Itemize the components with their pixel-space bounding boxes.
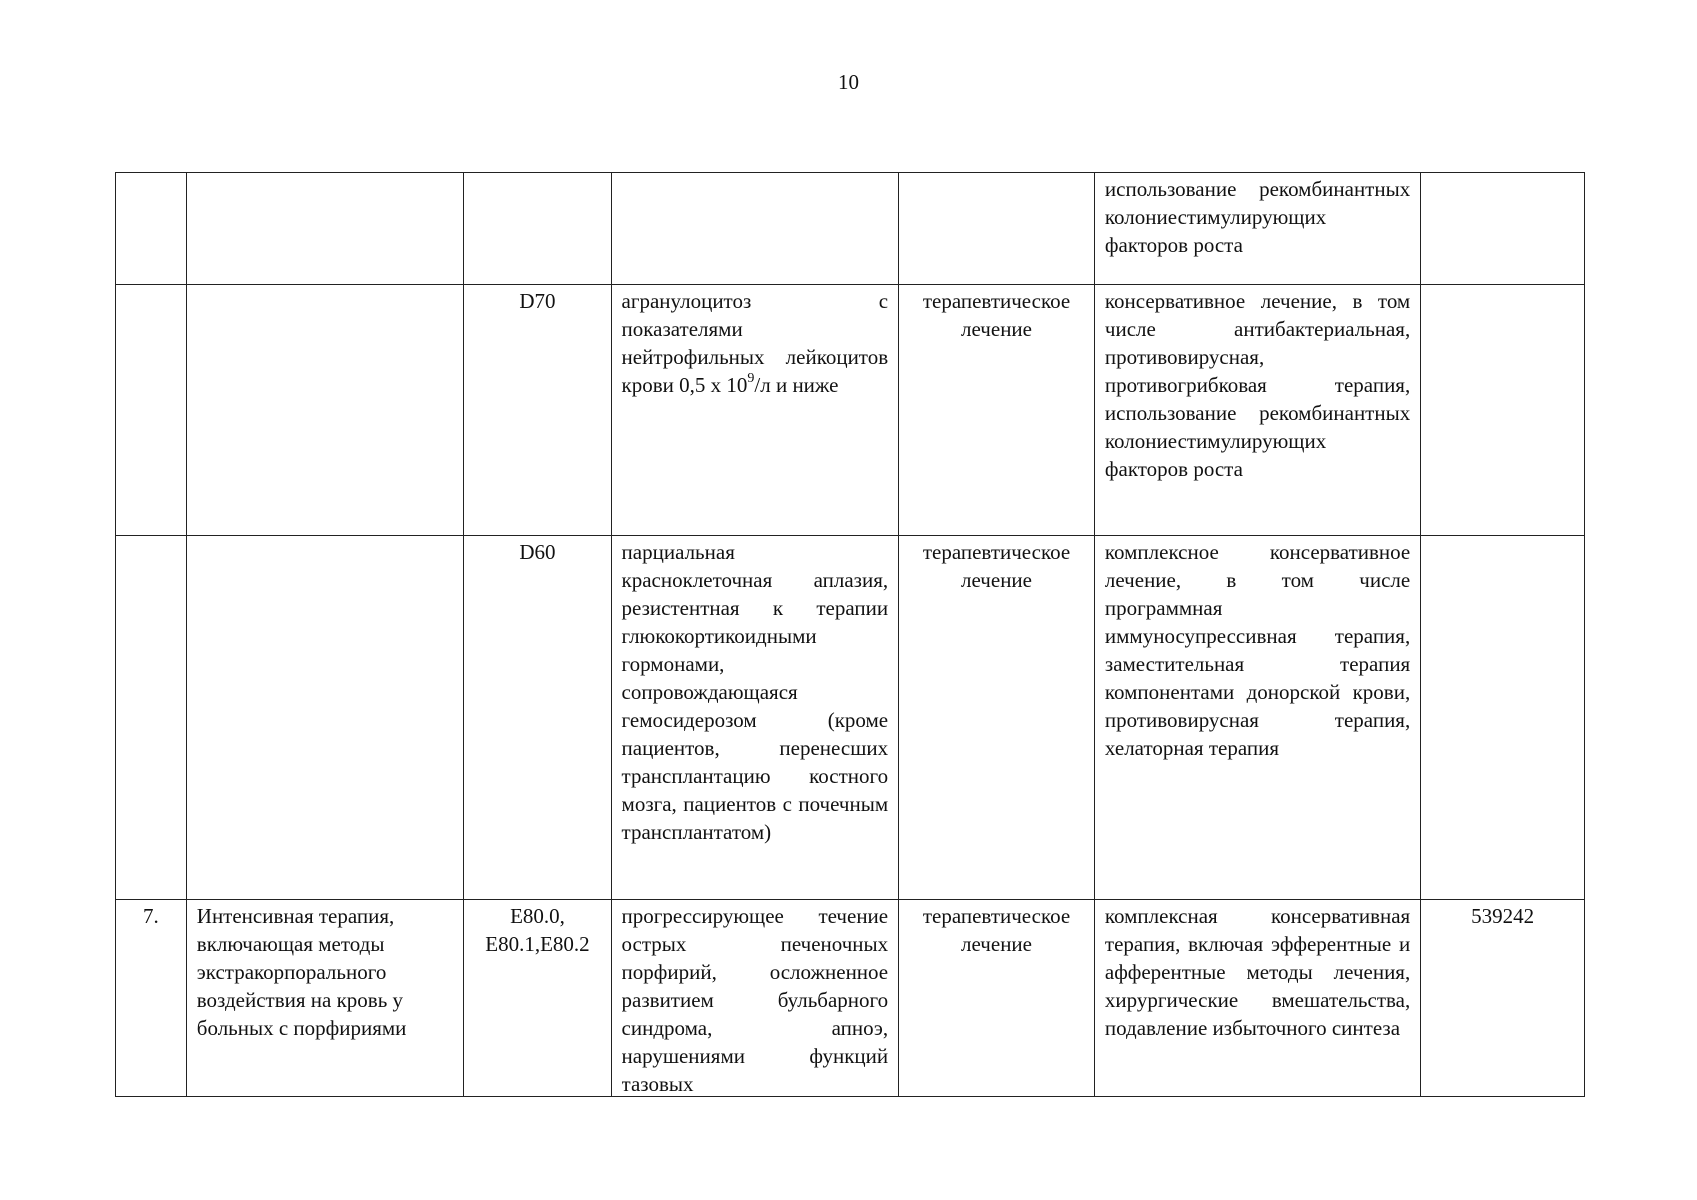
- cost-cell: [1421, 173, 1585, 285]
- patient-model-text: прогрессирующее течение острых печеночных порфирий, осложненное развитием бульбарного синдрома, апноэ, нарушениями функций тазовых: [621, 904, 889, 1096]
- table-row: [116, 285, 1585, 536]
- exponent: 9: [747, 371, 755, 386]
- treatment-method-cell: консервативное лечение, в том числе антибактериальная, противовирусная, противогрибковая терапия, использование рекомбинантных колониестимулирующих факторов роста: [1094, 285, 1420, 536]
- row-number-cell: [116, 173, 187, 285]
- treatment-name-cell: Интенсивная терапия, включающая методы экстракорпорального воздействия на кровь у больных с порфириями: [186, 900, 464, 1097]
- patient-model-cell: [611, 173, 899, 285]
- icd-code-cell: E80.0, E80.1,E80.2: [464, 900, 611, 1097]
- cost-cell: [1421, 536, 1585, 900]
- table-row: [116, 900, 1585, 1097]
- treatment-method-text: комплексная консервативная терапия, включая эфферентные и афферентные методы лечения, хирургические вмешательства, подавление избыточного синтеза: [1104, 904, 1411, 1040]
- treatment-type-cell: [899, 173, 1095, 285]
- treatment-method-cell: комплексное консервативное лечение, в том числе программная иммуносупрессивная терапия, заместительная терапия компонентами донорской крови, противовирусная терапия, хелаторная терапия: [1094, 536, 1420, 900]
- treatment-method-cell: [1094, 900, 1420, 1097]
- row-number-cell: [116, 536, 187, 900]
- icd-code-cell: D60: [464, 536, 611, 900]
- patient-model-cell: парциальная красноклеточная аплазия, резистентная к терапии глюкокортикоидными гормонами, сопровождающаяся гемосидерозом (кроме пациентов, перенесших трансплантацию костного мозга, пациентов с почечным трансплантатом): [611, 536, 899, 900]
- patient-model-cell: [611, 900, 899, 1097]
- treatment-type-cell: терапевтическое лечение: [899, 285, 1095, 536]
- cost-cell: [1421, 285, 1585, 536]
- table-row: [116, 173, 1585, 285]
- patient-model-cell: [611, 285, 899, 536]
- treatment-name-cell: [186, 173, 464, 285]
- table-row: [116, 536, 1585, 900]
- treatment-type-cell: терапевтическое лечение: [899, 900, 1095, 1097]
- patient-model-unit: /л и ниже: [754, 373, 839, 397]
- treatment-method-cell: использование рекомбинантных колониестимулирующих факторов роста: [1094, 173, 1420, 285]
- treatment-name-cell: [186, 285, 464, 536]
- treatment-name-cell: [186, 536, 464, 900]
- patient-model-text: агранулоцитоз с показателями нейтрофильных лейкоцитов крови 0,5 х 10: [621, 289, 889, 397]
- icd-code-cell: D70: [464, 285, 611, 536]
- treatment-table: [115, 172, 1585, 1097]
- icd-code-cell: [464, 173, 611, 285]
- row-number-cell: 7.: [116, 900, 187, 1097]
- page-number: 10: [838, 70, 859, 94]
- treatment-type-cell: терапевтическое лечение: [899, 536, 1095, 900]
- cost-cell: 539242: [1421, 900, 1585, 1097]
- row-number-cell: [116, 285, 187, 536]
